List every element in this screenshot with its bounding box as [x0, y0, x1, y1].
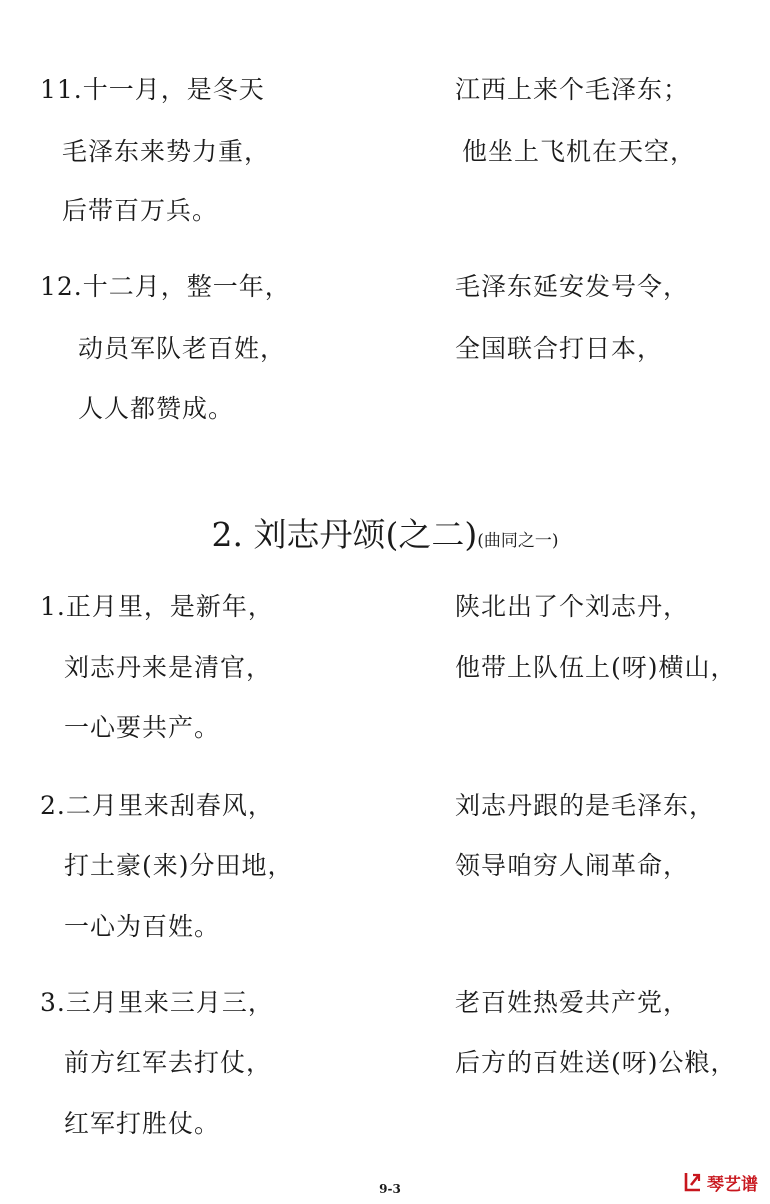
verse11-line3: 后带百万兵。: [62, 196, 219, 225]
song2-subtitle: (曲同之一): [477, 531, 559, 551]
verse11-right1: 江西上来个毛泽东；: [455, 75, 690, 104]
song2-verse2-right2: 领导咱穷人闹革命，: [455, 851, 690, 880]
logo-mark-icon: [682, 1171, 704, 1193]
song2-verse1-right2: 他带上队伍上(呀)横山，: [455, 653, 737, 682]
song2-verse1-line3: 一心要共产。: [64, 713, 221, 742]
verse12-line2: 动员军队老百姓，: [78, 334, 287, 363]
song2-verse2-line1: 2.二月里来刮春风，: [40, 791, 274, 820]
song2-verse1-right1: 陕北出了个刘志丹，: [455, 592, 690, 621]
song2-title: 2. 刘志丹颂(之二): [211, 515, 478, 554]
song2-verse3-right1: 老百姓热爱共产党，: [455, 988, 690, 1017]
song2-verse1-line2: 刘志丹来是清官，: [64, 653, 273, 682]
verse12-line1: 12.十二月，整一年，: [40, 272, 291, 301]
song2-verse3-right2: 后方的百姓送(呀)公粮，: [455, 1048, 737, 1077]
song2-verse2-line2: 打土豪(来)分田地，: [64, 851, 294, 880]
verse12-right2: 全国联合打日本，: [455, 334, 664, 363]
song2-verse2-right1: 刘志丹跟的是毛泽东，: [455, 791, 716, 820]
page-number: 9-3: [379, 1182, 401, 1196]
song2-verse3-line2: 前方红军去打仗，: [64, 1048, 273, 1077]
verse11-right2: 他坐上飞机在天空，: [462, 137, 697, 166]
song2-verse3-line1: 3.三月里来三月三，: [40, 988, 274, 1017]
song2-verse1-line1: 1.正月里，是新年，: [40, 592, 274, 621]
verse12-line3: 人人都赞成。: [78, 394, 235, 423]
verse12-right1: 毛泽东延安发号令，: [455, 272, 690, 301]
song2-title-block: [0, 513, 770, 563]
logo-text: 琴艺谱: [707, 1174, 758, 1195]
song2-verse2-line3: 一心为百姓。: [64, 912, 221, 941]
verse11-line2: 毛泽东来势力重，: [62, 137, 271, 166]
song2-verse3-line3: 红军打胜仗。: [64, 1109, 221, 1138]
site-logo: [682, 1169, 758, 1195]
verse11-line1: 11.十一月，是冬天: [40, 75, 265, 104]
